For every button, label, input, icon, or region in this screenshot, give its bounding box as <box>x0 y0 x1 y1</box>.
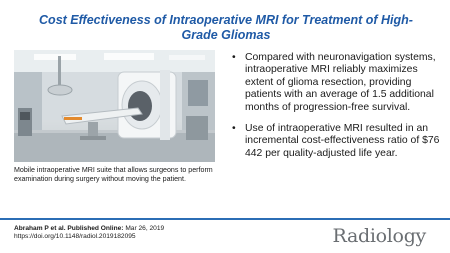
slide-title-line-1: Cost Effectiveness of Intraoperative MRI for Treatment of High- <box>39 13 413 27</box>
footer-divider <box>0 218 450 220</box>
key-point <box>232 52 444 114</box>
mri-suite-illustration <box>14 50 215 162</box>
citation-doi[interactable]: https://doi.org/10.1148/radiol.2019182095 <box>14 233 136 241</box>
slide-title <box>20 13 432 42</box>
key-point <box>232 123 444 160</box>
journal-logo: Radiology <box>332 225 426 247</box>
citation-published-label: Published Online: <box>67 225 124 232</box>
slide-title-line-2: Grade Gliomas <box>181 27 271 42</box>
citation-authors: Abraham P et al. <box>14 225 66 232</box>
citation-line-1 <box>14 225 164 233</box>
key-points-list <box>232 52 444 169</box>
key-point-text: Compared with neuronavigation systems, intraoperative MRI reliably maximizes extent of glioma resection, providing patients with an average of 1.5 additional months of progression-free survival. <box>245 52 436 113</box>
citation <box>14 225 164 242</box>
bullet-dot-icon: • <box>232 123 236 135</box>
citation-date: Mar 26, 2019 <box>125 225 165 232</box>
mri-suite-photo <box>14 50 215 162</box>
figure-caption: Mobile intraoperative MRI suite that allows surgeons to perform examination during surgery without moving the patient. <box>14 166 213 184</box>
key-point-text: Use of intraoperative MRI resulted in an incremental cost-effectiveness ratio of $76 442 per quality-adjusted life year. <box>245 123 440 159</box>
bullet-dot-icon: • <box>232 52 236 63</box>
